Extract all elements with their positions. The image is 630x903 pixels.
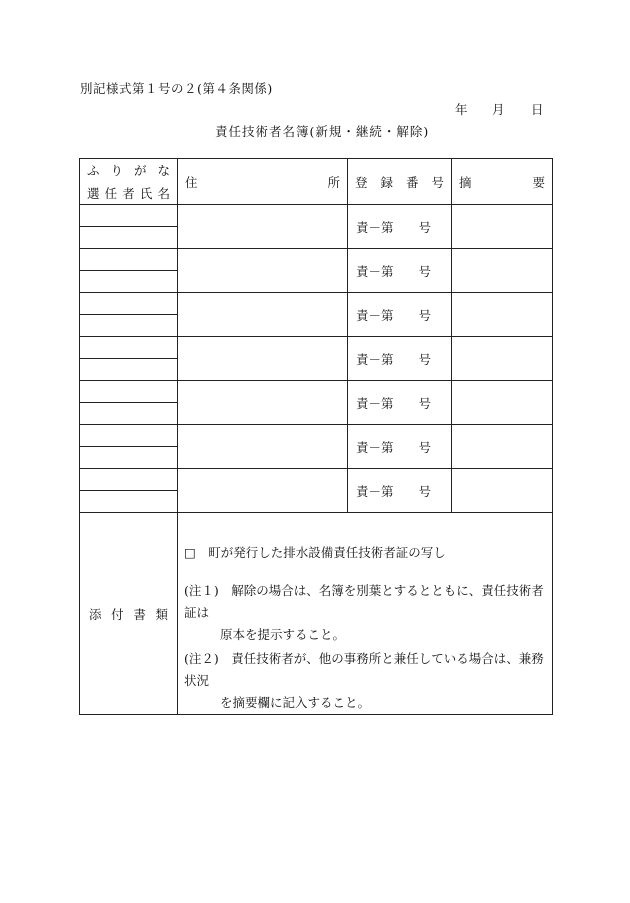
remarks-cell[interactable] xyxy=(452,425,553,469)
attachments-label-char: 付 xyxy=(111,606,124,622)
address-cell[interactable] xyxy=(178,469,348,513)
registration-prefix: 責－第 xyxy=(356,351,394,367)
remarks-cell[interactable] xyxy=(452,205,553,249)
appointee-name-cell[interactable] xyxy=(80,315,178,337)
registration-number-cell[interactable] xyxy=(348,381,452,425)
remarks-cell[interactable] xyxy=(452,381,553,425)
table-row xyxy=(80,425,553,447)
note-2-line-1: (注２) 責任技術者が、他の事務所と兼任している場合は、兼務状況 xyxy=(184,651,544,688)
attachment-checkbox-item[interactable]: □ 町が発行した排水設備責任技術者証の写し xyxy=(184,545,446,560)
registration-number-cell[interactable] xyxy=(348,293,452,337)
note-2-line-2: を摘要欄に記入すること。 xyxy=(220,695,371,710)
furigana-cell[interactable] xyxy=(80,469,178,491)
remarks-cell[interactable] xyxy=(452,337,553,381)
date-year-label: 年 xyxy=(455,102,468,117)
furigana-cell[interactable] xyxy=(80,381,178,403)
table-row xyxy=(80,469,553,491)
appointee-name-cell[interactable] xyxy=(80,227,178,249)
header-registration-number xyxy=(348,159,452,205)
header-name-char: 氏 xyxy=(139,186,153,201)
header-registration-char: 番 xyxy=(405,174,419,190)
address-cell[interactable] xyxy=(178,249,348,293)
furigana-cell[interactable] xyxy=(80,425,178,447)
header-name-char: 選 xyxy=(87,186,100,201)
registration-number-cell[interactable] xyxy=(348,205,452,249)
registration-suffix: 号 xyxy=(418,307,431,323)
remarks-cell[interactable] xyxy=(452,293,553,337)
registration-suffix: 号 xyxy=(418,439,431,455)
furigana-cell[interactable] xyxy=(80,293,178,315)
remarks-cell[interactable] xyxy=(452,469,553,513)
appointee-name-cell[interactable] xyxy=(80,447,178,469)
attachments-row xyxy=(80,513,553,715)
table-row xyxy=(80,381,553,403)
header-registration-char: 録 xyxy=(380,174,393,190)
header-furigana-char: な xyxy=(157,163,170,178)
registration-suffix: 号 xyxy=(418,395,431,411)
header-registration-char: 登 xyxy=(355,174,368,190)
date-day-label: 日 xyxy=(531,102,544,117)
registration-prefix: 責－第 xyxy=(356,483,394,499)
remarks-cell[interactable] xyxy=(452,249,553,293)
registration-prefix: 責－第 xyxy=(356,307,394,323)
registration-suffix: 号 xyxy=(418,351,431,367)
header-name-char: 者 xyxy=(122,186,135,201)
header-furigana-char: り xyxy=(110,163,123,178)
table-header-row xyxy=(80,159,553,205)
address-cell[interactable] xyxy=(178,293,348,337)
attachments-label-char: 添 xyxy=(89,606,102,622)
appointee-name-cell[interactable] xyxy=(80,271,178,293)
attachments-label-cell xyxy=(80,513,178,715)
furigana-cell[interactable] xyxy=(80,249,178,271)
registration-prefix: 責－第 xyxy=(356,219,394,235)
header-name-char: 任 xyxy=(104,186,118,201)
registration-suffix: 号 xyxy=(418,263,431,279)
header-remarks-char: 要 xyxy=(532,174,545,190)
registration-number-cell[interactable] xyxy=(348,425,452,469)
attachments-label-char: 書 xyxy=(133,606,146,622)
registration-number-cell[interactable] xyxy=(348,469,452,513)
header-furigana-name xyxy=(80,159,178,205)
appointee-name-cell[interactable] xyxy=(80,403,178,425)
table-row xyxy=(80,337,553,359)
form-reference: 別記様式第１号の２(第４条関係) xyxy=(80,81,273,96)
header-address-char: 所 xyxy=(327,174,340,190)
attachments-content-cell xyxy=(178,513,553,715)
registration-prefix: 責－第 xyxy=(356,395,394,411)
table-row xyxy=(80,293,553,315)
document-title: 責任技術者名簿(新規・継続・解除) xyxy=(215,124,430,139)
note-1-line-1: (注１) 解除の場合は、名簿を別葉とするとともに、責任技術者証は xyxy=(184,583,544,620)
registration-number-cell[interactable] xyxy=(348,249,452,293)
roster-table xyxy=(79,158,553,715)
registration-suffix: 号 xyxy=(418,483,431,499)
header-furigana-char: ふ xyxy=(87,163,100,178)
note-1-line-2: 原本を提示すること。 xyxy=(220,627,346,642)
registration-suffix: 号 xyxy=(418,219,431,235)
address-cell[interactable] xyxy=(178,337,348,381)
table-row xyxy=(80,205,553,227)
registration-number-cell[interactable] xyxy=(348,337,452,381)
header-furigana-char: が xyxy=(133,163,147,178)
furigana-cell[interactable] xyxy=(80,205,178,227)
header-registration-char: 号 xyxy=(431,174,444,190)
furigana-cell[interactable] xyxy=(80,337,178,359)
address-cell[interactable] xyxy=(178,381,348,425)
header-name-char: 名 xyxy=(157,186,170,201)
attachments-label-char: 類 xyxy=(155,606,168,622)
address-cell[interactable] xyxy=(178,205,348,249)
date-month-label: 月 xyxy=(492,102,505,117)
header-remarks xyxy=(452,159,553,205)
registration-prefix: 責－第 xyxy=(356,263,394,279)
header-address xyxy=(178,159,348,205)
address-cell[interactable] xyxy=(178,425,348,469)
header-remarks-char: 摘 xyxy=(459,174,472,190)
table-row xyxy=(80,249,553,271)
header-address-char: 住 xyxy=(185,174,198,190)
appointee-name-cell[interactable] xyxy=(80,491,178,513)
registration-prefix: 責－第 xyxy=(356,439,394,455)
appointee-name-cell[interactable] xyxy=(80,359,178,381)
